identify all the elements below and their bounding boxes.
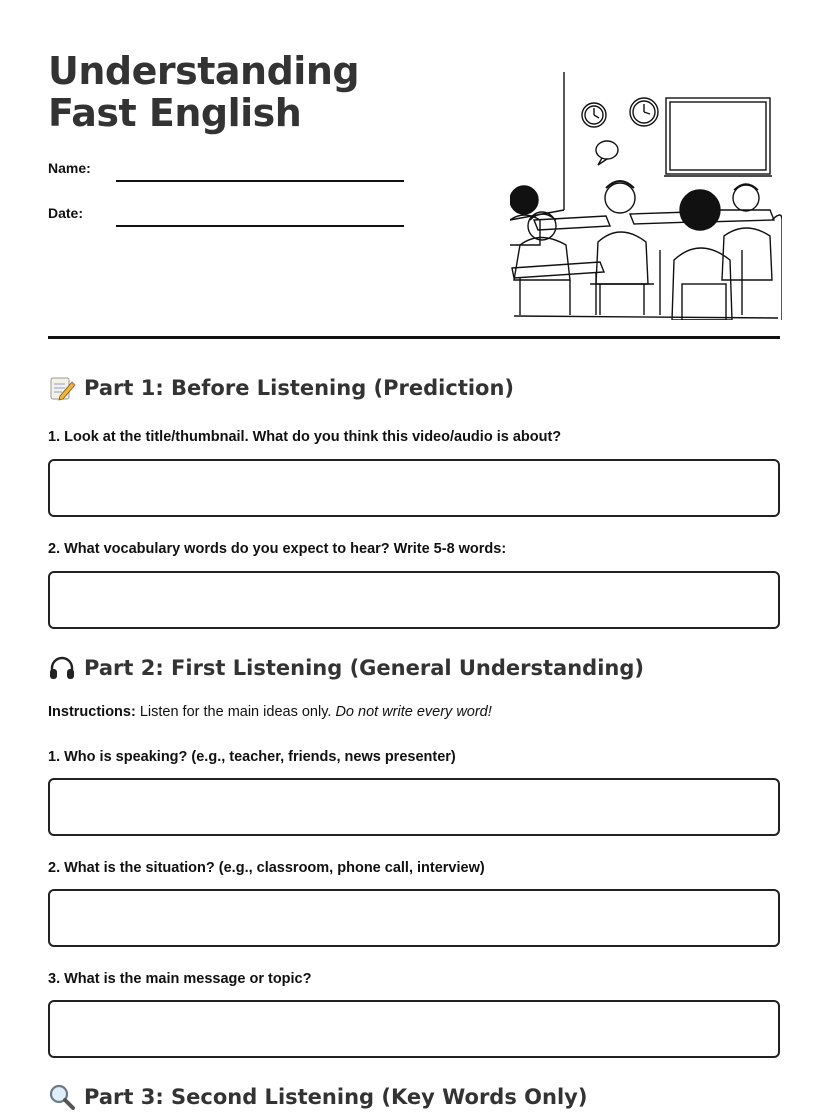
part2-answer-box-3[interactable] [48, 1000, 780, 1058]
worksheet-header [48, 50, 780, 320]
part1-title-text: Part 1: Before Listening (Prediction) [84, 376, 515, 400]
part1-question-2: 2. What vocabulary words do you expect to hear? Write 5-8 words: [48, 541, 507, 557]
instructions-label: Instructions: [48, 704, 136, 720]
part1-answer-box-2[interactable] [48, 571, 780, 629]
part2-title-text: Part 2: First Listening (General Understanding) [84, 656, 644, 680]
part1-title [48, 374, 514, 402]
part2-instructions [48, 704, 492, 720]
headphones-icon [48, 654, 76, 682]
name-label: Name: [48, 160, 91, 176]
instructions-italic: Do not write every word! [335, 704, 492, 720]
part1-question-1: 1. Look at the title/thumbnail. What do you think this video/audio is about? [48, 429, 562, 445]
part3-title-text: Part 3: Second Listening (Key Words Only) [84, 1085, 588, 1109]
date-line[interactable] [116, 225, 404, 227]
page-title: Understanding Fast English [48, 49, 360, 135]
magnifier-icon [48, 1083, 76, 1111]
memo-pencil-icon [48, 374, 76, 402]
part2-answer-box-2[interactable] [48, 889, 780, 947]
instructions-text: Listen for the main ideas only. [135, 704, 336, 720]
part1-answer-box-1[interactable] [48, 459, 780, 517]
classroom-illustration [510, 70, 782, 320]
part2-answer-box-1[interactable] [48, 778, 780, 836]
part2-title [48, 654, 644, 682]
header-divider [48, 336, 780, 339]
name-line[interactable] [116, 180, 404, 182]
part3-title [48, 1083, 587, 1111]
part2-question-1: 1. Who is speaking? (e.g., teacher, friends, news presenter) [48, 749, 456, 765]
part2-question-3: 3. What is the main message or topic? [48, 971, 312, 987]
part2-question-2: 2. What is the situation? (e.g., classroom, phone call, interview) [48, 860, 485, 876]
date-label: Date: [48, 205, 84, 221]
